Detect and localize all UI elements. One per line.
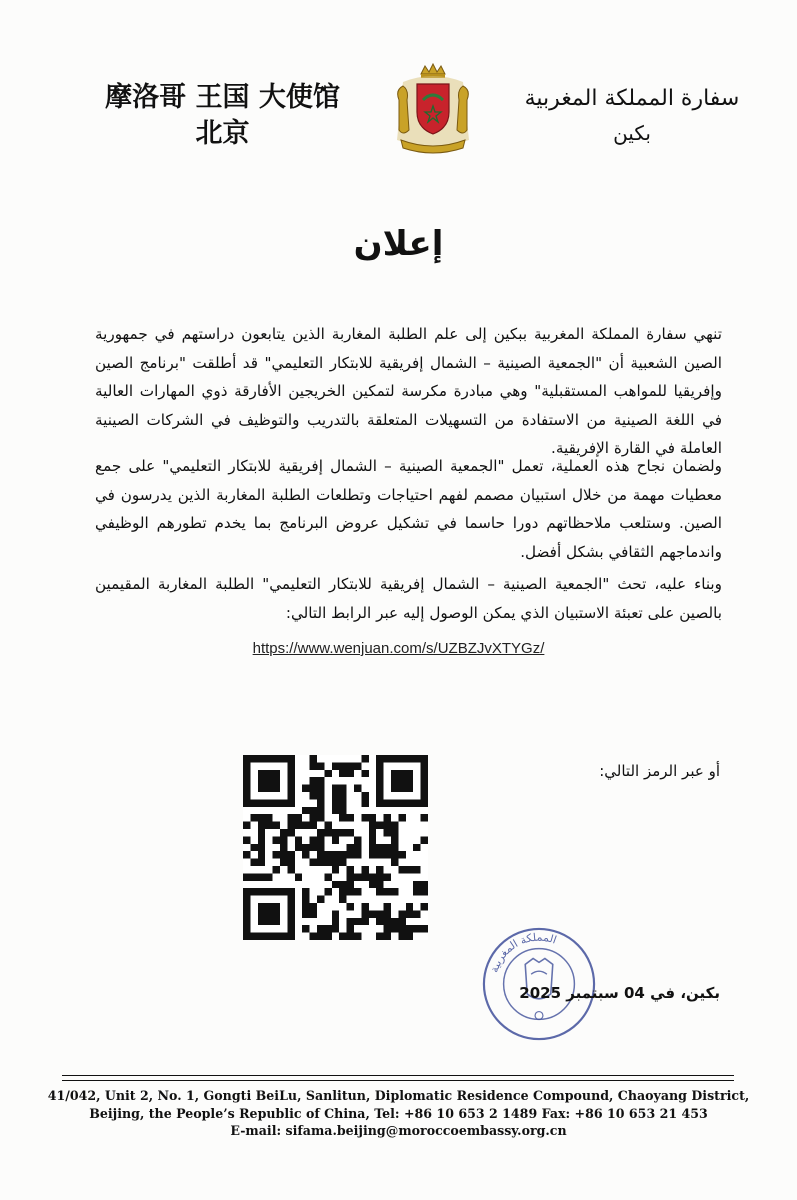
footer-address [40,1087,757,1140]
paragraph-call-to-action: وبناء عليه، تحث "الجمعية الصينية – الشمال إفريقية للابتكار التعليمي" الطلبة المغاربة المقيمين بالصين على تعبئة الاستبيان الذي يمكن الوصول إليه عبر الرابط التالي: [95,575,722,622]
paragraph-intro: تنهي سفارة المملكة المغربية ببكين إلى علم الطلبة المغاربة الذين يتابعون دراستهم في جمهورية الصين الشعبية أن "الجمعية الصينية – الشمال إفريقية للابتكار التعليمي" قد أطلقت "برنامج الصين وإفريقيا للمواهب المستقبلية" وهي مبادرة مكرسة لتمكين الخريجين الأفارقة ذوي المهارات العالية في اللغة الصينية من الاستفادة من التسهيلات المتعلقة بالتدريب والتوظيف في الشركات الصينية العاملة في القارة الإفريقية. [95,325,722,457]
footer-divider [62,1075,734,1076]
embassy-name-ar: سفارة المملكة المغربية [524,86,740,111]
embassy-name-zh: 摩洛哥 王国 大使馆 [105,82,340,113]
email-line: E-mail: sifama.beijing@moroccoembassy.org.cn [230,1123,567,1138]
qr-code-icon [243,755,428,940]
moroccan-coat-of-arms-icon [383,60,483,160]
header-chinese [100,80,345,152]
date-line: بكين، في 04 سبتمبر 2025 [519,984,720,1002]
address-line: 41/042, Unit 2, No. 1, Gongti BeiLu, Sanlitun, Diplomatic Residence Compound, Chaoyang District, [47,1088,750,1103]
survey-link[interactable]: https://www.wenjuan.com/s/UZBZJvXTYGz/ [252,640,545,657]
announcement-title: إعلان [353,224,444,264]
qr-label: أو عبر الرمز التالي: [599,762,720,780]
city-name-ar: بكين [613,121,651,145]
address-line: Beijing, the People’s Republic of China, Tel: +86 10 653 2 1489 Fax: +86 10 653 21 453 [89,1105,708,1121]
header-arabic [507,82,757,150]
seal-text: المملكة المغربية [487,930,559,975]
paragraph-survey-purpose: ولضمان نجاح هذه العملية، تعمل "الجمعية الصينية – الشمال إفريقية للابتكار التعليمي" على جمع معطيات مهمة من خلال استبيان مصمم لفهم احتياجات وتطلعات الطلبة المغاربة الذين يدرسون في الصين. وستلعب ملاحظاتهم دورا حاسما في تشكيل عروض البرنامج بما يخدم تطورهم الوظيفي واندماجهم الثقافي بشكل أفضل. [95,457,722,561]
city-name-zh: 北京 [195,118,250,149]
footer-divider [62,1080,734,1081]
